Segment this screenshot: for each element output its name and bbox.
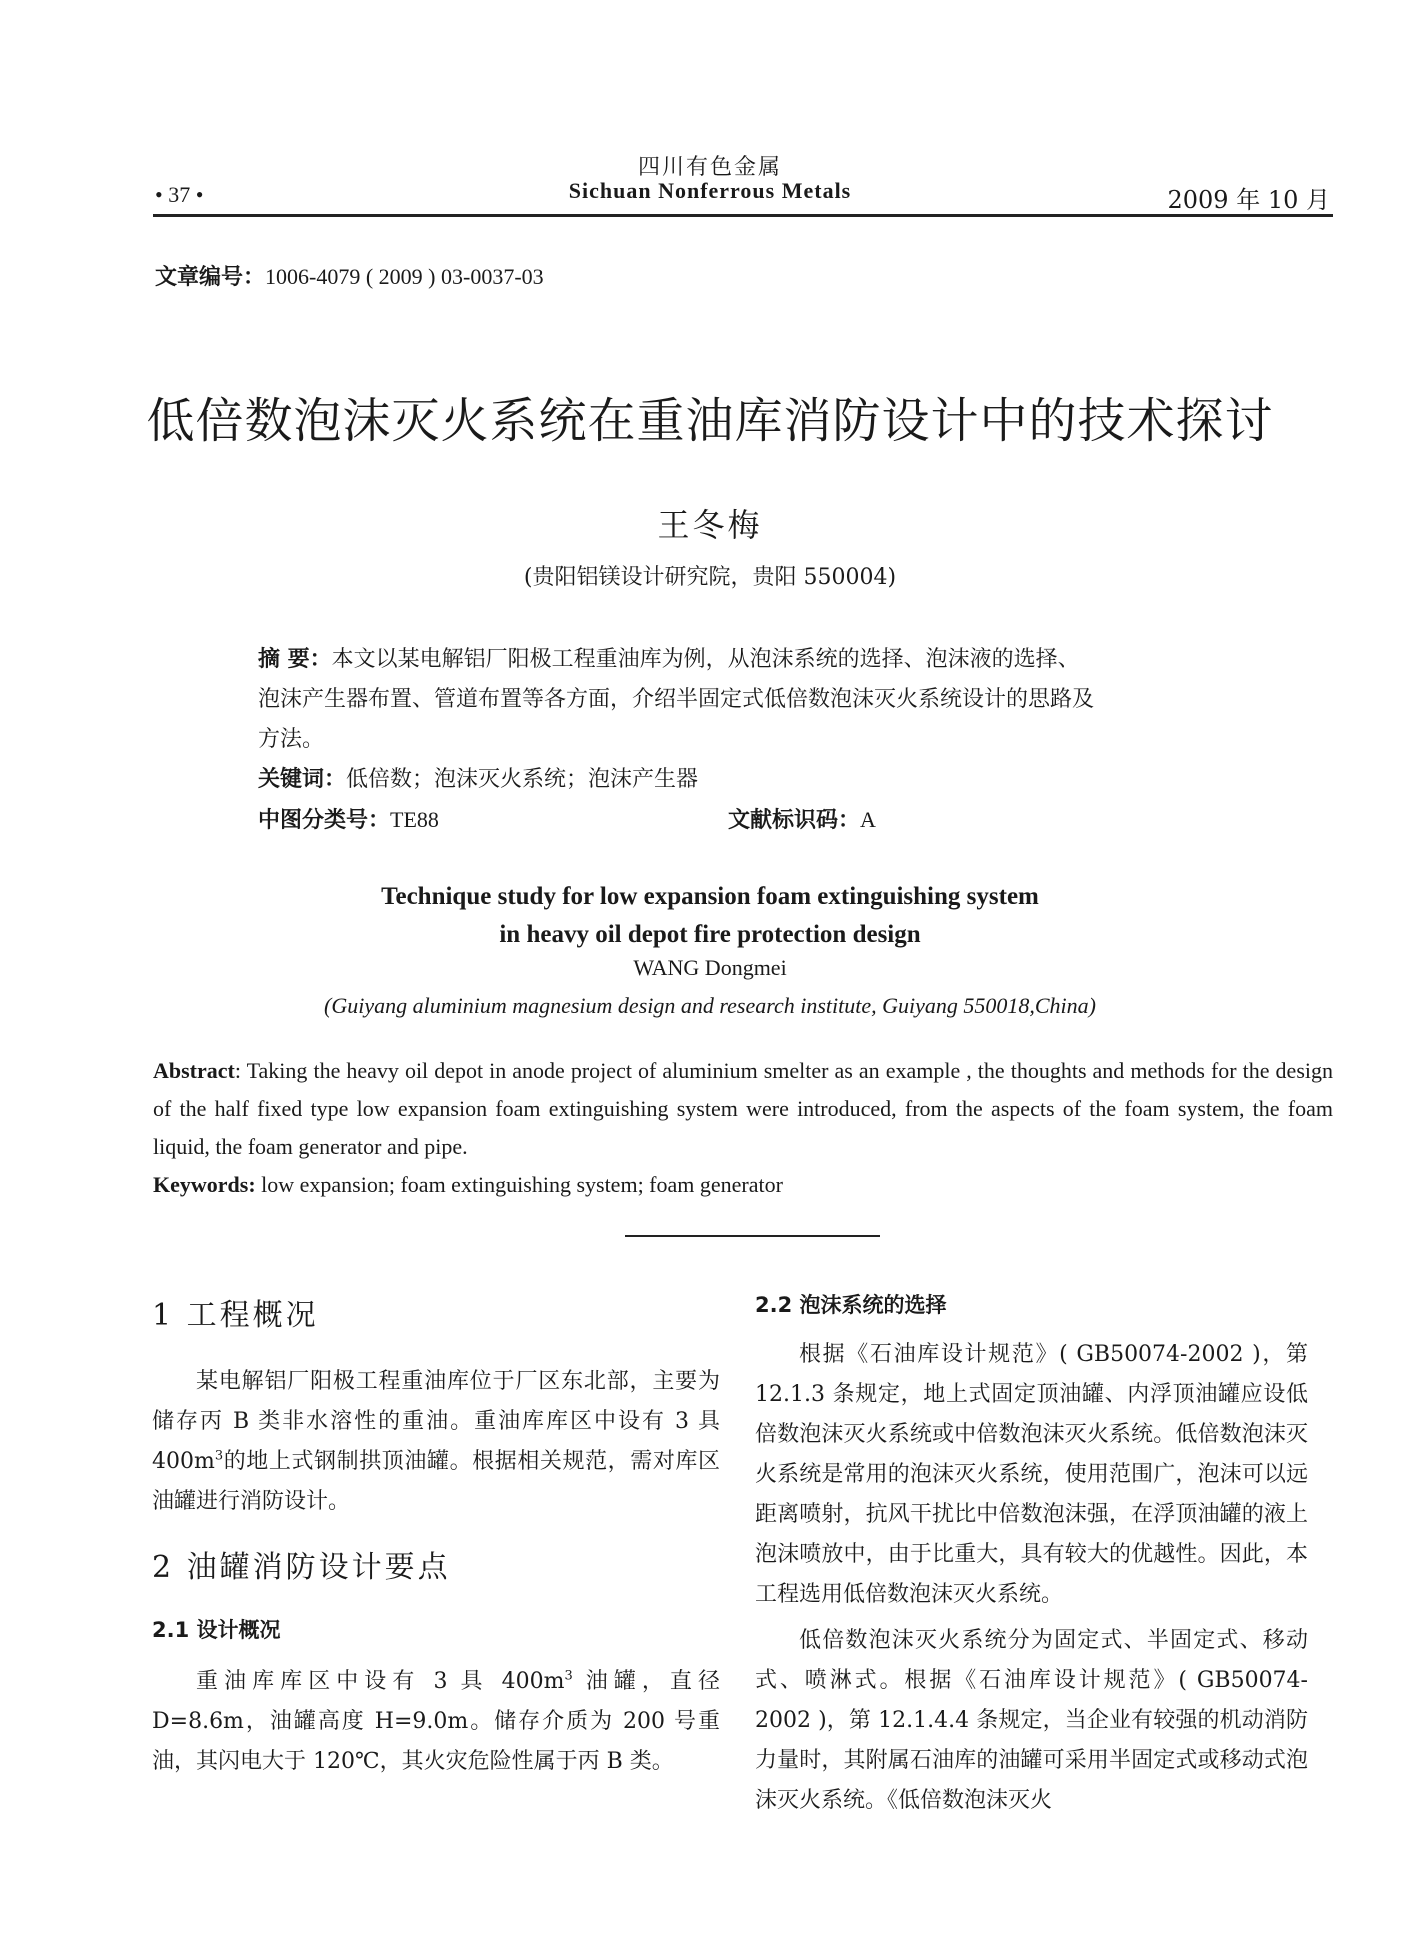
section-2-2-heading: 2.2 泡沫系统的选择 [755,1293,947,1317]
section-2-1-heading: 2.1 设计概况 [152,1618,281,1642]
journal-name-en: Sichuan Nonferrous Metals [568,178,852,203]
journal-name-cn: 四川有色金属 [637,155,782,180]
paper-title-cn: 低倍数泡沫灭火系统在重油库消防设计中的技术探讨 [146,393,1274,449]
body-column-right [755,1285,1308,1821]
doc-code-value: A [860,807,876,832]
abstract-cn-line-3: 方法。 [258,727,325,752]
page-number: • 37 • [155,182,204,207]
abstract-en-paragraph [153,1052,1333,1166]
keywords-cn [258,760,1248,800]
section-2-1-paragraph: 重油库库区中设有 3 具 $400m^3$ 油罐，直径 D=8.6m，油罐高度 H=9.0m。储存介质为 200 号重油，其闪电大于 120℃，其火灾危险性属于丙 B 类。 [152,1668,720,1774]
abstract-en [153,1052,1333,1204]
doc-code-label: 文献标识码： [728,808,861,833]
keywords-en-label: Keywords: [153,1172,256,1197]
paper-title-en-line-2: in heavy oil depot fire protection design [499,921,921,948]
issue-date: 2009 年 10 月 [1167,186,1330,214]
body-column-left [152,1296,720,1782]
abstract-cn-line-2: 泡沫产生器布置、管道布置等各方面，介绍半固定式低倍数泡沫灭火系统设计的思路及 [258,687,1095,712]
keywords-en-text: low expansion; foam extinguishing system; foam generator [255,1172,783,1197]
section-divider [625,1235,880,1237]
abstract-en-text: : Taking the heavy oil depot in anode project of aluminium smelter as an example , the thoughts and methods for the design of the half fixed type low expansion foam extinguishing system were introduced, from the aspects of the foam system, the foam liquid, the foam generator and pipe. [153,1058,1333,1159]
section-2-2-paragraph-1: 根据《石油库设计规范》( GB50074-2002 )，第 12.1.3 条规定，地上式固定顶油罐、内浮顶油罐应设低倍数泡沫灭火系统或中倍数泡沫灭火系统。低倍数泡沫灭火系统是常用的泡沫灭火系统，使用范围广，泡沫可以远距离喷射，抗风干扰比中倍数泡沫强，在浮顶油罐的液上泡沫喷放中，由于比重大，具有较大的优越性。因此，本工程选用低倍数泡沫灭火系统。 [755,1342,1308,1607]
section-1-paragraph: 某电解铝厂阳极工程重油库位于厂区东北部，主要为储存丙 B 类非水溶性的重油。重油库库区中设有 3 具 $400m^3$的地上式钢制拱顶油罐。根据相关规范，需对库区油罐进行消防设计。 [152,1369,720,1514]
clc-value: TE88 [390,807,439,832]
paper-title-en [0,878,1420,954]
article-number-label: 文章编号： [155,265,266,290]
affiliation-cn: (贵阳铝镁设计研究院，贵阳 550004) [523,565,897,590]
article-number-value: 1006-4079 ( 2009 ) 03-0037-03 [265,264,544,289]
section-2-heading: 2 油罐消防设计要点 [152,1550,451,1585]
keywords-cn-value: 低倍数；泡沫灭火系统；泡沫产生器 [346,767,699,792]
abstract-cn-line-1: 摘 要：本文以某电解铝厂阳极工程重油库为例，从泡沫系统的选择、泡沫液的选择、 [258,647,1080,672]
paper-title-en-line-1: Technique study for low expansion foam extinguishing system [381,883,1039,910]
header-rule [153,214,1333,217]
keywords-en [153,1166,1333,1204]
author-en: WANG Dongmei [633,955,787,980]
abstract-cn-block [258,640,1248,840]
article-number [155,260,544,291]
doc-code [728,800,876,841]
section-2-2-paragraph-2: 低倍数泡沫灭火系统分为固定式、半固定式、移动式、喷淋式。根据《石油库设计规范》( GB50074-2002 )，第 12.1.4.4 条规定，当企业有较强的机动消防力量时，其附属石油库的油罐可采用半固定式或移动式泡沫灭火系统。《低倍数泡沫灭火 [755,1628,1308,1813]
abstract-en-label: Abstract [153,1058,235,1083]
clc-label: 中图分类号： [258,808,391,833]
keywords-cn-label: 关键词： [258,767,347,792]
section-1-heading: 1 工程概况 [152,1298,319,1333]
author-cn: 王冬梅 [657,506,763,544]
affiliation-en: (Guiyang aluminium magnesium design and research institute, Guiyang 550018,China) [324,993,1096,1018]
abstract-cn-label: 摘 要： [258,647,332,672]
classification-row [258,800,1248,840]
